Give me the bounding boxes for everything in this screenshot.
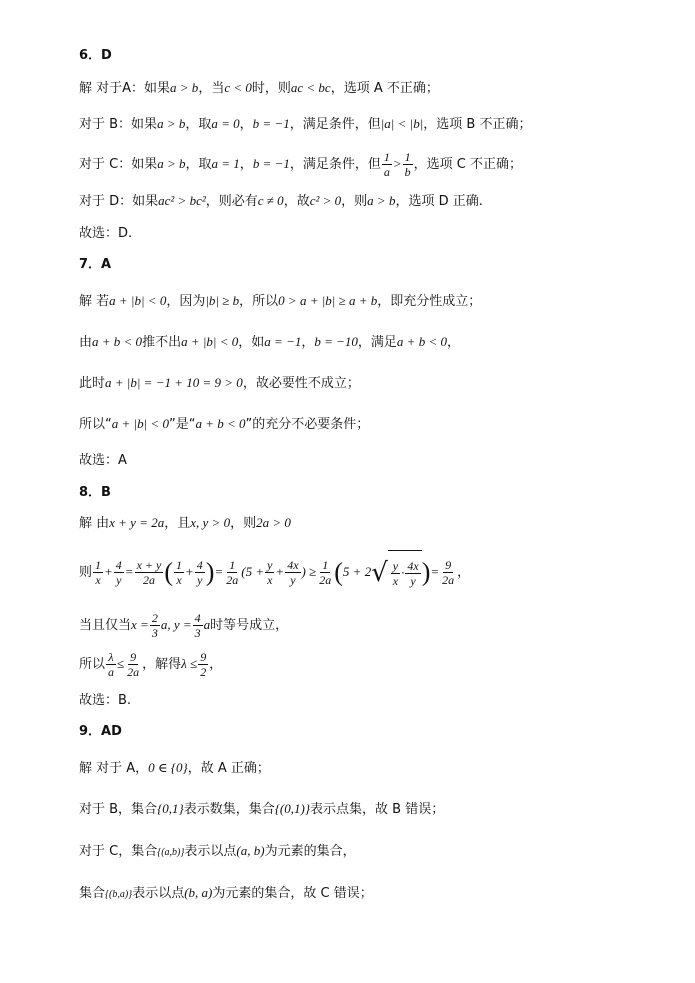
math: ac < bc: [290, 80, 331, 95]
text: 集合: [79, 886, 106, 901]
numerator: 9: [200, 650, 207, 664]
q9-number: 9．AD: [79, 724, 122, 739]
math: a + b < 0: [396, 334, 447, 349]
text: ，所以: [239, 294, 279, 309]
math: a = −1: [264, 334, 302, 349]
math: (5 +: [241, 564, 265, 579]
math: a: [203, 617, 211, 632]
radicand: [388, 550, 422, 595]
text: 表示以点: [132, 886, 185, 901]
denominator: 3: [151, 626, 158, 640]
math: a + |b| = −1 + 10 = 9 > 0: [105, 375, 243, 390]
denominator: x: [176, 573, 182, 587]
math: =: [214, 564, 224, 579]
text: 时等号成立，: [210, 618, 289, 633]
fraction: [174, 558, 184, 587]
fraction: [382, 150, 392, 179]
text: 所以“: [79, 417, 112, 432]
text: 对于 D：如果: [79, 194, 159, 209]
denominator: y: [116, 573, 122, 587]
math: |a| < |b|: [380, 116, 424, 131]
text: 表示以点: [184, 844, 237, 859]
text: ，故必要性不成立；: [242, 376, 360, 391]
text: ，选项 B 不正确；: [423, 117, 532, 132]
q9-line-4: [79, 884, 373, 904]
math: c² > 0: [309, 193, 342, 208]
math: x, y > 0: [190, 515, 231, 530]
q9-line-1: [79, 759, 270, 778]
text: ，解得: [142, 657, 182, 672]
square-root: [371, 550, 421, 595]
q8-line-2: [79, 550, 470, 595]
text: 所以: [79, 657, 106, 672]
denominator: 2: [200, 665, 207, 679]
denominator: 2a: [127, 665, 140, 679]
fraction: [317, 558, 333, 587]
fraction: [193, 611, 203, 640]
math: ) ≥: [301, 564, 317, 579]
math: a = 1: [211, 156, 240, 171]
numerator: 4: [115, 558, 122, 572]
denominator: 2a: [142, 573, 155, 587]
numerator: 4: [194, 611, 201, 625]
denominator: b: [404, 165, 411, 179]
text: ，满足: [357, 335, 397, 350]
math: ≤: [117, 656, 125, 671]
text: ，: [301, 335, 315, 350]
numerator: 9: [445, 558, 452, 572]
q8-line-1: [79, 514, 291, 533]
q6-line-3: [79, 147, 522, 182]
q7-line-3: [79, 374, 360, 393]
q8-number: 8．B: [79, 485, 111, 500]
denominator: x: [95, 573, 101, 587]
math: ·: [401, 565, 405, 580]
text: ，故: [283, 194, 310, 209]
fraction: [195, 558, 205, 587]
q6-line-4: [79, 192, 483, 211]
text: ，: [209, 657, 223, 672]
math: x + y = 2a: [109, 515, 165, 530]
text: ，故 A 正确；: [187, 761, 270, 776]
text: ，取: [185, 117, 212, 132]
numerator: x + y: [136, 558, 162, 572]
text: ，: [239, 117, 253, 132]
text: 为元素的集合，: [264, 844, 356, 859]
text: 解 若: [79, 294, 110, 309]
text: ，则: [230, 516, 257, 531]
q8-line-3: [79, 608, 288, 643]
radical-sign: √: [371, 557, 388, 588]
denominator: 2a: [442, 573, 455, 587]
fraction: [391, 559, 400, 588]
right-paren: ): [421, 557, 431, 587]
math: c < 0: [224, 80, 252, 95]
math: a + b < 0: [195, 416, 246, 431]
math: a + |b| < 0: [181, 334, 239, 349]
numerator: y: [392, 558, 399, 573]
math: {(a,b)}: [157, 847, 185, 858]
denominator: x: [267, 573, 273, 587]
q9-line-2: [79, 800, 444, 819]
math: {(0,1)}: [274, 801, 311, 816]
fraction: [440, 558, 456, 587]
text: ”的充分不必要条件；: [245, 417, 370, 432]
denominator: 2a: [226, 573, 239, 587]
math: a > b: [157, 116, 186, 131]
numerator: 1: [383, 150, 390, 164]
numerator: 4x: [407, 558, 419, 573]
text: ，满足条件，但: [289, 157, 381, 172]
fraction: [150, 611, 160, 640]
numerator: 2: [151, 611, 158, 625]
text: 对于 B，集合: [79, 802, 158, 817]
q7-line-1: [79, 292, 481, 311]
math: a, y =: [160, 617, 192, 632]
math: 0 > a + |b| ≥ a + b: [278, 293, 378, 308]
fraction: [224, 558, 240, 587]
math: λ ≤: [181, 656, 198, 671]
left-paren: (: [334, 557, 343, 587]
math: +: [104, 564, 113, 579]
math: b = −10: [314, 334, 358, 349]
denominator: a: [108, 665, 115, 679]
denominator: y: [290, 573, 296, 587]
numerator: y: [267, 558, 273, 572]
text: 当且仅当: [79, 618, 132, 633]
numerator: 1: [176, 558, 182, 572]
text: ，如: [238, 335, 265, 350]
numerator: 9: [130, 650, 137, 664]
text: ”是“: [168, 417, 196, 432]
numerator: 1: [404, 150, 411, 164]
denominator: 2a: [319, 573, 332, 587]
numerator: 1: [322, 558, 329, 572]
text: 对于 C：如果: [79, 157, 158, 172]
text: 此时: [79, 376, 106, 391]
q9-line-3: [79, 842, 356, 862]
math: (a, b): [236, 843, 265, 858]
text: 解 对于A：如果: [79, 81, 171, 96]
math: a = 0: [211, 116, 240, 131]
math: b = −1: [252, 116, 290, 131]
text: ，当: [198, 81, 225, 96]
q7-number: 7．A: [79, 257, 112, 272]
math: b = −1: [252, 156, 290, 171]
denominator: 3: [194, 626, 201, 640]
numerator: λ: [108, 650, 114, 664]
math: +: [185, 564, 194, 579]
text: ，则必有: [205, 194, 258, 209]
denominator: x: [392, 573, 399, 588]
text: 解 由: [79, 516, 110, 531]
text: 则: [79, 565, 93, 580]
fraction: [114, 558, 124, 587]
q6-answer: 故选：D.: [79, 226, 133, 241]
text: 对于 C，集合: [79, 844, 158, 859]
text: 表示数集，集合: [183, 802, 275, 817]
math: a > b: [170, 80, 199, 95]
math: 5 + 2: [342, 564, 372, 579]
right-paren: ): [205, 557, 215, 587]
left-paren: (: [164, 557, 173, 587]
math: |b| ≥ b: [205, 293, 240, 308]
fraction: [198, 650, 208, 679]
fraction: [106, 650, 116, 679]
text: 对于 B：如果: [79, 117, 158, 132]
text: ，: [446, 335, 460, 350]
text: ，选项 C 不正确；: [413, 157, 522, 172]
numerator: 4x: [287, 558, 299, 572]
math: ac² > bc²: [158, 193, 206, 208]
q8-answer: 故选：B.: [79, 693, 132, 708]
denominator: a: [383, 165, 390, 179]
text: 由: [79, 335, 93, 350]
math: a + |b| < 0: [111, 416, 169, 431]
math: =: [430, 564, 440, 579]
fraction: [403, 150, 413, 179]
text: ，即充分性成立；: [377, 294, 482, 309]
text: 解 对于 A，: [79, 761, 149, 776]
text: ，选项 D 正确.: [395, 194, 483, 209]
numerator: 1: [95, 558, 102, 572]
fraction: [265, 558, 274, 587]
text: 推不出: [142, 335, 182, 350]
math: a > b: [157, 156, 186, 171]
math: {(b,a)}: [105, 889, 133, 900]
math: c ≠ 0: [257, 193, 284, 208]
math: (b, a): [184, 885, 213, 900]
fraction: [405, 559, 420, 588]
q8-line-4: [79, 647, 222, 682]
math: {0,1}: [157, 801, 184, 816]
text: ，取: [185, 157, 212, 172]
math: 2a > 0: [256, 515, 291, 530]
text: 时，则: [251, 81, 291, 96]
math: a + |b| < 0: [109, 293, 167, 308]
q7-answer: 故选：A: [79, 453, 127, 468]
denominator: y: [410, 573, 416, 588]
text: ，则: [341, 194, 368, 209]
text: 表示点集，故 B 错误；: [310, 802, 445, 817]
fraction: [125, 650, 141, 679]
math: =: [124, 564, 134, 579]
text: ，且: [164, 516, 191, 531]
q7-line-4: [79, 415, 369, 434]
fraction: [285, 558, 300, 587]
text: 为元素的集合，故 C 错误；: [212, 886, 373, 901]
numerator: 1: [229, 558, 236, 572]
math: >: [392, 156, 402, 171]
fraction: [93, 558, 103, 587]
text: ，: [239, 157, 253, 172]
q6-number: 6．D: [79, 48, 112, 63]
q7-line-2: [79, 333, 460, 352]
fraction: [135, 558, 164, 587]
text: ，因为: [166, 294, 206, 309]
q6-line-2: [79, 115, 531, 134]
math: a + b < 0: [92, 334, 143, 349]
numerator: 4: [196, 558, 203, 572]
denominator: y: [197, 573, 203, 587]
text: ，选项 A 不正确；: [330, 81, 439, 96]
math: a > b: [367, 193, 396, 208]
math: x =: [131, 617, 149, 632]
text: ，满足条件，但: [289, 117, 381, 132]
q6-line-1: [79, 79, 439, 98]
text: ，: [457, 565, 471, 580]
math: 0 ∈ {0}: [148, 760, 188, 775]
math: +: [275, 564, 285, 579]
